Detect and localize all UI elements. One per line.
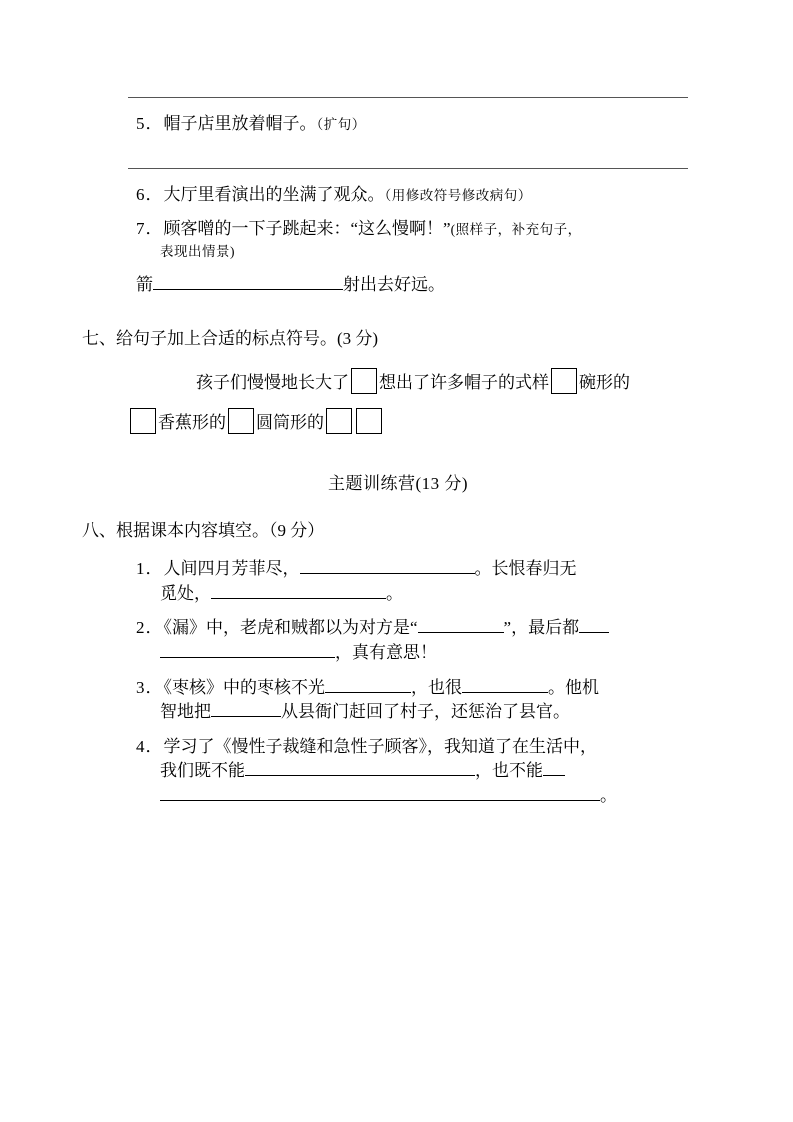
fill-q4-number: 4． <box>136 736 164 756</box>
punct-box-4[interactable] <box>228 408 254 434</box>
section-banner: 主题训练营(13 分) <box>327 474 469 493</box>
fill-question-3 <box>136 676 688 701</box>
fill-q1-blank-2[interactable] <box>211 598 386 599</box>
section-eight-score: （9 分） <box>269 521 325 540</box>
fill-q3-blank-1[interactable] <box>325 692 411 693</box>
fill-q1-text-d: 。 <box>386 583 403 603</box>
section-seven-score: (3 分) <box>337 329 379 349</box>
fill-q1-number: 1． <box>136 559 164 578</box>
question-7-hint: (照样子，补充句子， <box>450 222 582 238</box>
question-5-hint: （扩句） <box>316 117 366 132</box>
punct-box-6[interactable] <box>356 408 382 434</box>
fill-question-3-line2 <box>160 700 688 725</box>
fill-q2-number: 2． <box>136 618 164 638</box>
fill-q3-blank-2[interactable] <box>462 692 548 693</box>
punct-box-1[interactable] <box>351 368 377 394</box>
punct-text-5: 圆筒形的 <box>256 413 324 433</box>
question-6-text: 大厅里看演出的坐满了观众。 <box>163 184 385 204</box>
fill-q1-blank-1[interactable] <box>300 573 475 574</box>
fill-question-1 <box>136 557 688 582</box>
fill-q3-blank-3[interactable] <box>211 716 281 717</box>
section-seven-title: 给句子加上合适的标点符号。 <box>116 329 337 349</box>
fill-q4-text-d: 。 <box>600 786 617 806</box>
question-7-hint-cont: 表现出情景) <box>160 243 235 259</box>
fill-question-1-line2 <box>160 582 688 607</box>
fill-q3-number: 3． <box>136 677 164 697</box>
fill-question-4-line2 <box>160 759 688 784</box>
question-7-answer-prefix: 箭 <box>136 275 153 295</box>
question-7-number: 7． <box>136 219 164 239</box>
question-5-text: 帽子店里放着帽子。 <box>163 114 317 133</box>
punct-text-2: 想出了许多帽子的式样 <box>379 373 549 393</box>
fill-q4-text-a: 学习了《慢性子裁缝和急性子顾客》，我知道了在生活中， <box>163 736 597 756</box>
question-6 <box>136 183 688 208</box>
question-7-answer-line <box>136 273 688 298</box>
fill-q3-text-d: 智地把 <box>160 702 211 722</box>
question-5-number: 5． <box>136 114 164 133</box>
fill-q4-blank-3[interactable] <box>160 800 600 801</box>
punctuation-exercise-line-2 <box>128 403 688 443</box>
punct-text-3: 碗形的 <box>579 373 630 393</box>
fill-q4-blank-1[interactable] <box>245 775 475 776</box>
question-6-number: 6． <box>136 184 164 204</box>
page-content <box>82 96 688 809</box>
punct-text-4: 香蕉形的 <box>158 413 226 433</box>
punct-box-3[interactable] <box>130 408 156 434</box>
fill-q4-blank-2[interactable] <box>543 775 565 776</box>
section-seven-label: 七、 <box>82 329 116 349</box>
fill-q1-text-c: 觅处， <box>160 583 211 603</box>
fill-q2-text-c: ，真有意思！ <box>335 642 437 662</box>
fill-q2-text-b: ”，最后都 <box>503 618 580 638</box>
fill-q2-text-a: 《漏》中，老虎和贼都以为对方是“ <box>163 618 418 638</box>
punct-box-5[interactable] <box>326 408 352 434</box>
punct-box-2[interactable] <box>551 368 577 394</box>
fill-question-4-line3 <box>160 784 688 809</box>
fill-question-2 <box>136 616 688 641</box>
fill-q2-blank-2[interactable] <box>579 632 609 633</box>
punct-text-1: 孩子们慢慢地长大了 <box>196 373 349 393</box>
fill-q4-text-b: 我们既不能 <box>160 761 245 781</box>
question-7-text: 顾客噌的一下子跳起来：“这么慢啊！” <box>163 219 451 239</box>
fill-q3-text-b: ，也很 <box>411 677 462 697</box>
punctuation-exercise-line-1 <box>196 363 688 403</box>
section-eight-heading <box>82 516 688 541</box>
question-7-answer-suffix: 射出去好远。 <box>343 275 445 295</box>
fill-q3-text-e: 从县衙门赶回了村子，还惩治了县官。 <box>281 702 570 722</box>
fill-question-4 <box>136 735 688 760</box>
fill-q2-blank-1[interactable] <box>418 632 504 633</box>
fill-q4-text-c: ，也不能 <box>475 761 543 781</box>
question-7 <box>136 217 688 242</box>
section-seven-heading <box>82 324 688 349</box>
fill-q1-text-a: 人间四月芳菲尽， <box>163 559 300 578</box>
fill-q2-blank-3[interactable] <box>160 657 335 658</box>
question-5 <box>136 112 688 137</box>
fill-q1-text-b: 。长恨春归无 <box>474 559 577 578</box>
fill-question-2-line2 <box>160 641 688 666</box>
fill-q3-text-a: 《枣核》中的枣核不光 <box>163 677 325 697</box>
section-eight-label: 八、 <box>82 521 116 540</box>
question-7-blank[interactable] <box>153 289 343 290</box>
section-eight-title: 根据课本内容填空。 <box>116 521 269 540</box>
fill-q3-text-c: 。他机 <box>548 677 599 697</box>
question-6-hint: （用修改符号修改病句） <box>384 187 532 203</box>
